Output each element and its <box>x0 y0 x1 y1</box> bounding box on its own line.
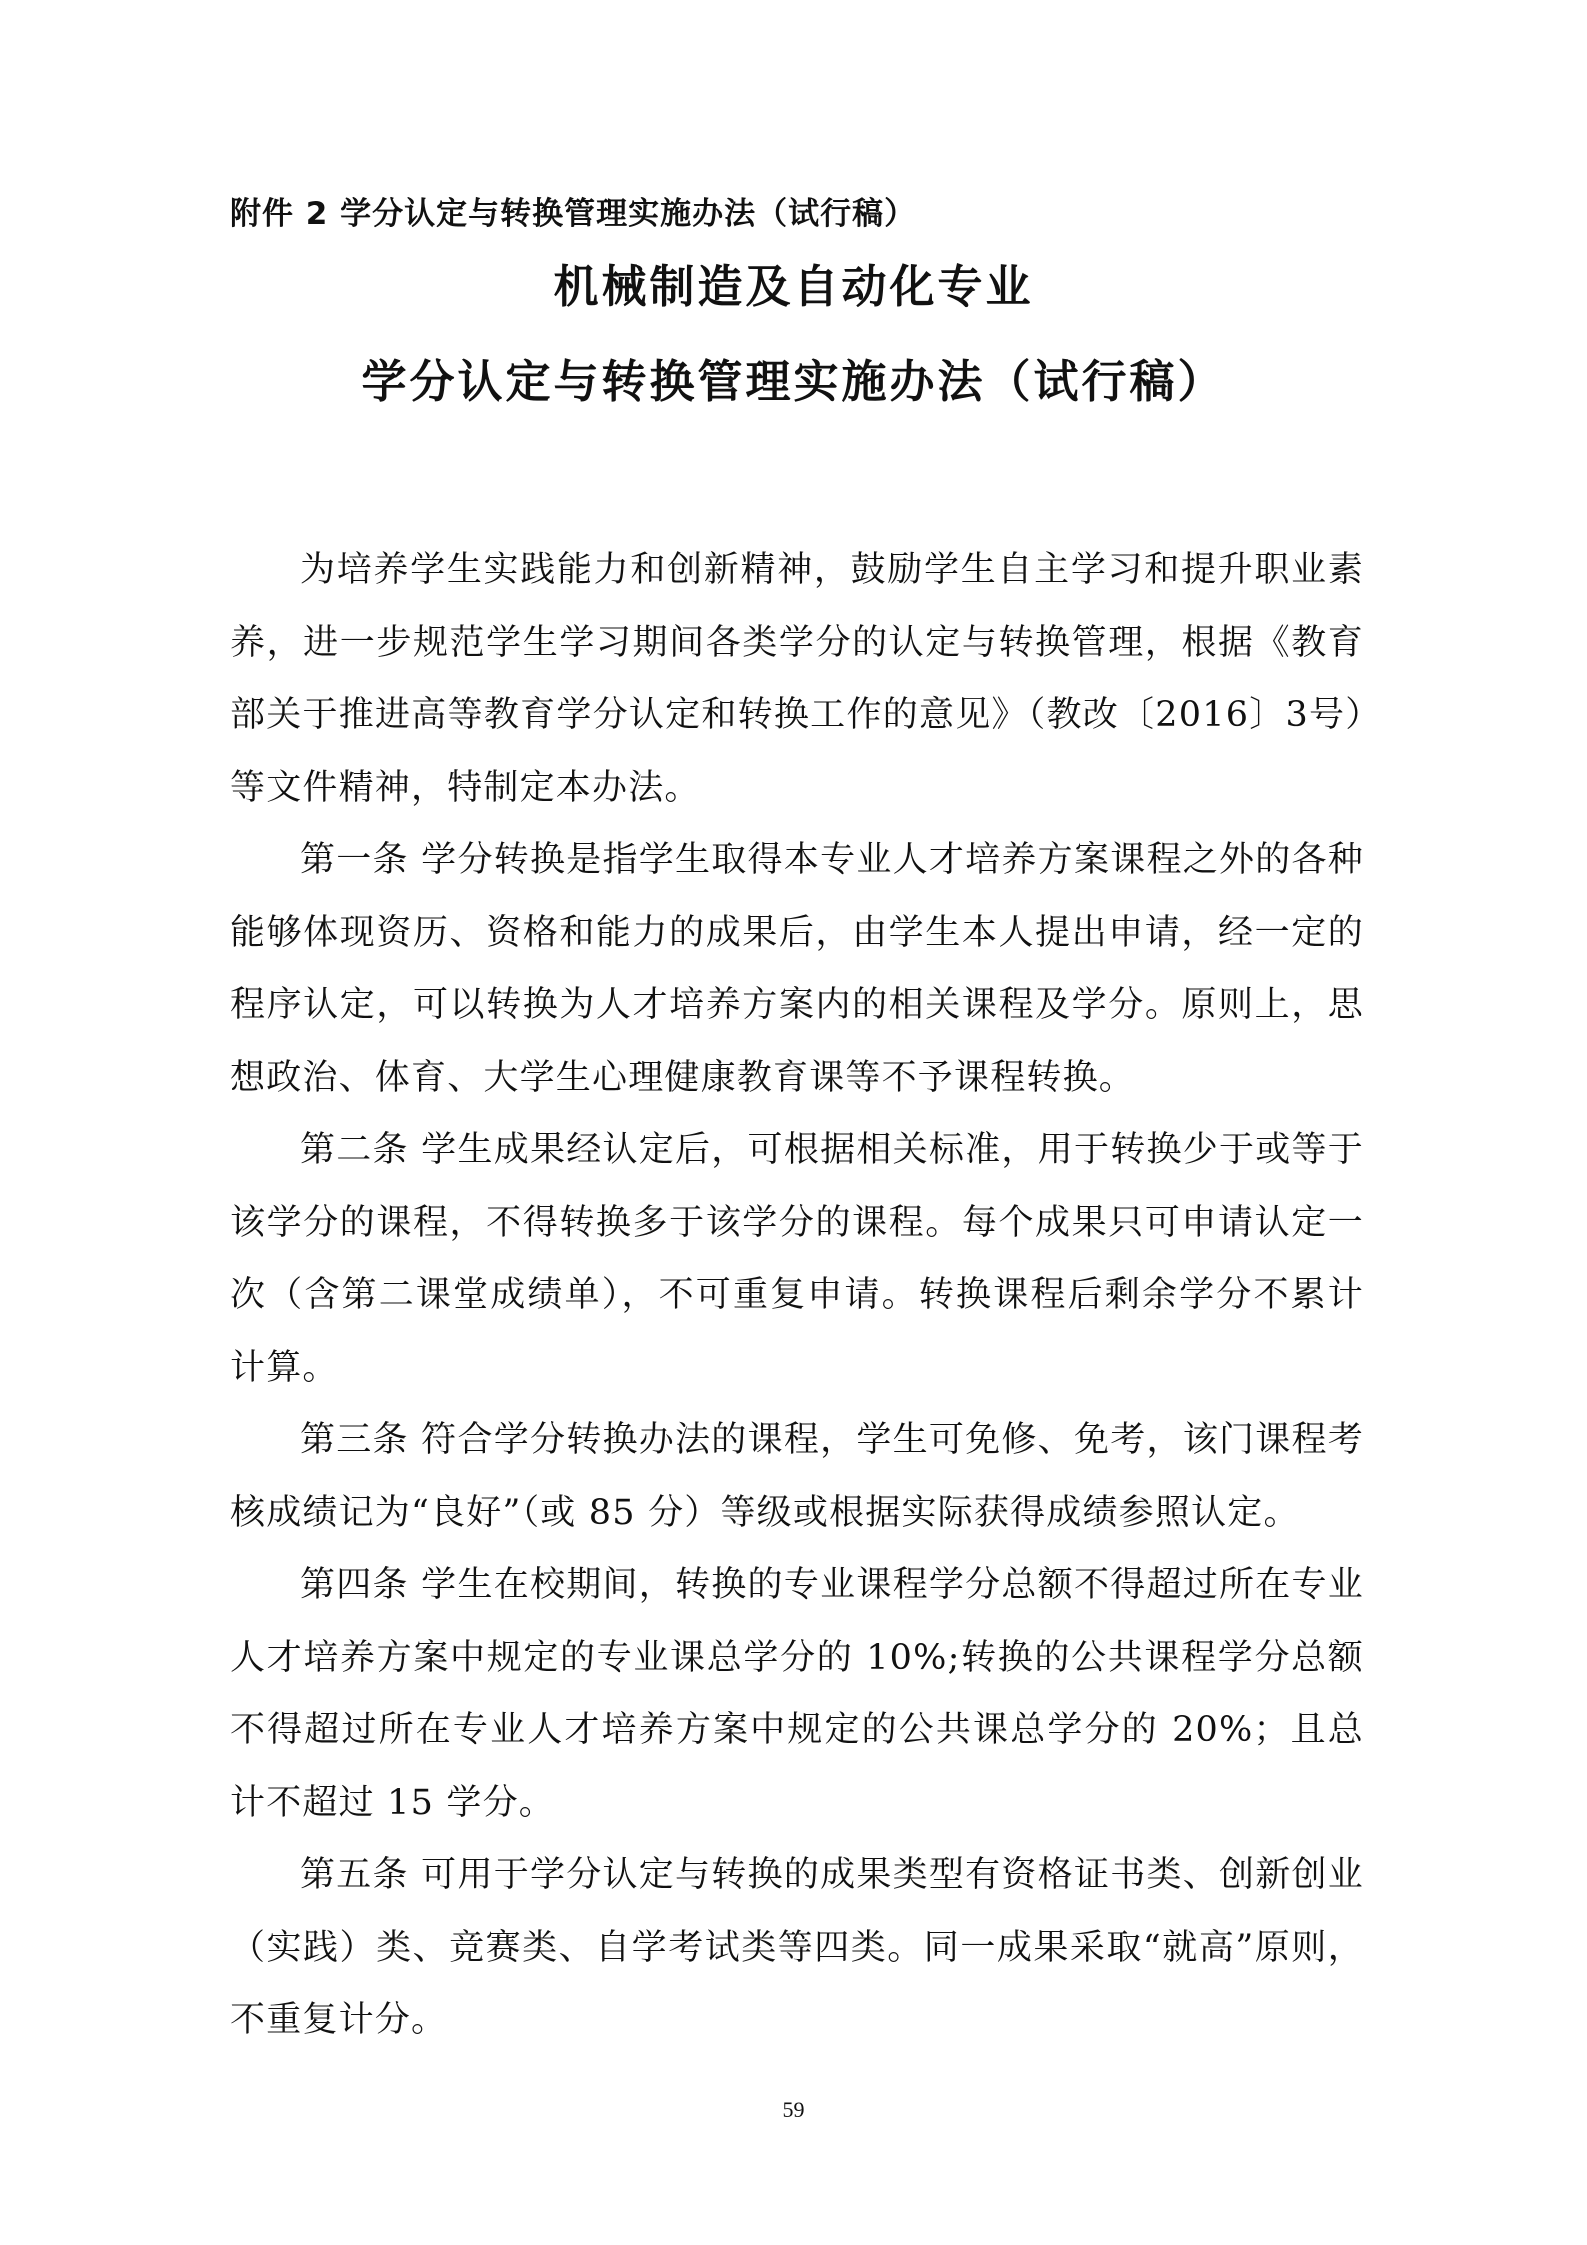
body-text <box>230 534 1364 2057</box>
article-4-paragraph: 第四条 学生在校期间，转换的专业课程学分总额不得超过所在专业人才培养方案中规定的专业课总学分的 10%;转换的公共课程学分总额不得超过所在专业人才培养方案中规定的公共课总学分的 20%；且总计不超过 15 学分。 <box>230 1565 1364 1823</box>
article-2-paragraph: 第二条 学生成果经认定后，可根据相关标准，用于转换少于或等于该学分的课程，不得转换多于该学分的课程。每个成果只可申请认定一次（含第二课堂成绩单），不可重复申请。转换课程后剩余学分不累计计算。 <box>230 1130 1364 1388</box>
document-title-line-2: 学分认定与转换管理实施办法（试行稿） <box>361 355 1226 408</box>
page-number: 59 <box>782 2097 805 2122</box>
article-3-paragraph: 第三条 符合学分转换办法的课程，学生可免修、免考，该门课程考核成绩记为“良好”（或 85 分）等级或根据实际获得成绩参照认定。 <box>230 1420 1364 1533</box>
article-5-paragraph: 第五条 可用于学分认定与转换的成果类型有资格证书类、创新创业（实践）类、竞赛类、自学考试类等四类。同一成果采取“就高”原则，不重复计分。 <box>230 1855 1364 2040</box>
attachment-heading: 附件 2 学分认定与转换管理实施办法（试行稿） <box>230 196 917 232</box>
article-1-paragraph: 第一条 学分转换是指学生取得本专业人才培养方案课程之外的各种能够体现资历、资格和能力的成果后，由学生本人提出申请，经一定的程序认定，可以转换为人才培养方案内的相关课程及学分。原则上，思想政治、体育、大学生心理健康教育课等不予课程转换。 <box>230 840 1364 1098</box>
intro-paragraph: 为培养学生实践能力和创新精神，鼓励学生自主学习和提升职业素养，进一步规范学生学习期间各类学分的认定与转换管理，根据《教育部关于推进高等教育学分认定和转换工作的意见》（教改〔2016〕3号）等文件精神，特制定本办法。 <box>230 550 1364 808</box>
document-title-line-1: 机械制造及自动化专业 <box>553 260 1034 313</box>
